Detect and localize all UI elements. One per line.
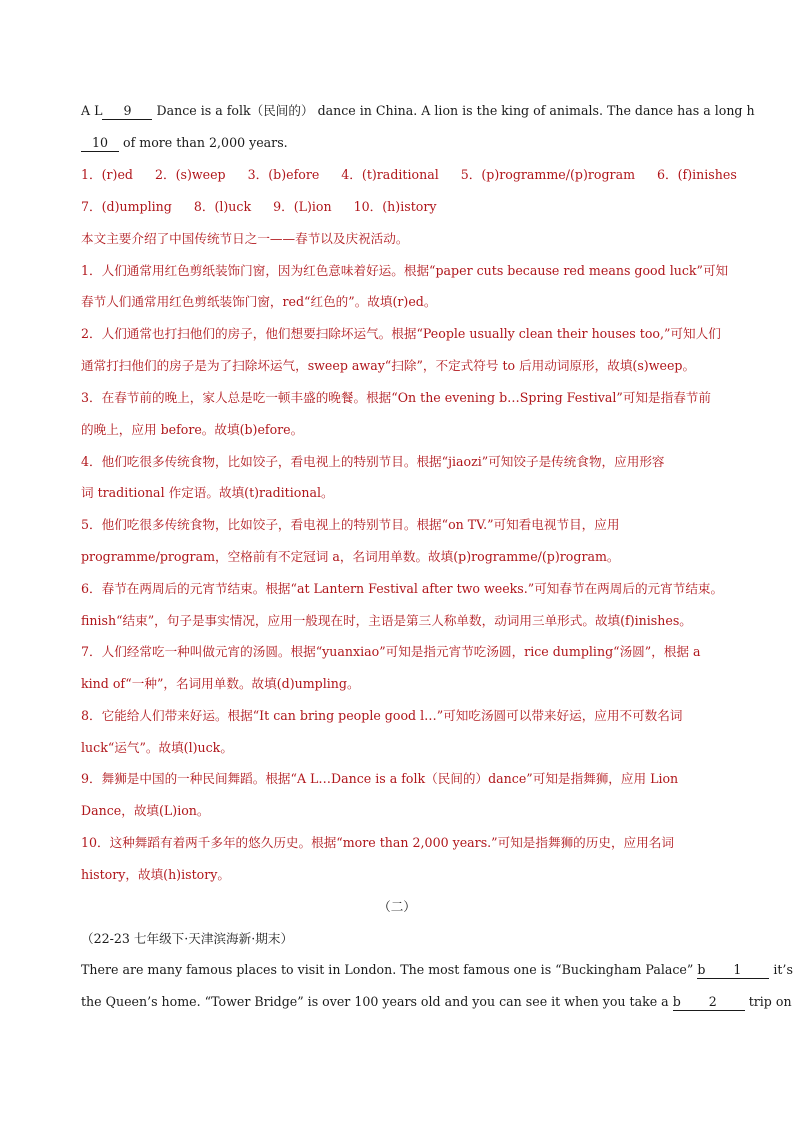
- answer-blank-10: 10: [81, 135, 119, 152]
- explanation-10-line-1: 10．这种舞蹈有着两千多年的悠久历史。根据“more than 2,000 years.”可知是指舞狮的历史，应用名词: [81, 835, 674, 850]
- passage1-line2: 10 of more than 2,000 years.: [81, 133, 731, 153]
- answer-blank-9: 9: [102, 103, 152, 120]
- explanation-1-line-2: 春节人们通常用红色剪纸装饰门窗，red“红色的”。故填(r)ed。: [81, 294, 437, 309]
- passage2-line1: There are many famous places to visit in London. The most famous one is “Buckingham Palace” b 1 it’s: [81, 962, 793, 977]
- section-title: （二）: [378, 899, 416, 914]
- explanation-3-line-2: 的晚上，应用 before。故填(b)efore。: [81, 422, 304, 437]
- answers-row-1: 1．(r)ed 2．(s)weep 3．(b)efore 4．(t)raditional 5．(p)rogramme/(p)rogram 6．(f)inishes: [81, 167, 737, 182]
- blank-2: b 2: [673, 994, 745, 1011]
- explanation-3-line-1: 3．在春节前的晚上，家人总是吃一顿丰盛的晚餐。根据“On the evening b…Spring Festival”可知是指春节前: [81, 390, 711, 405]
- explanation-8-line-1: 8．它能给人们带来好运。根据“It can bring people good l…”可知吃汤圆可以带来好运，应用不可数名词: [81, 708, 683, 723]
- explanation-6-line-1: 6．春节在两周后的元宵节结束。根据“at Lantern Festival after two weeks.”可知春节在两周后的元宵节结束。: [81, 581, 724, 596]
- passage2-line2: the Queen’s home. “Tower Bridge” is over 100 years old and you can see it when you take a b 2 trip on: [81, 994, 792, 1009]
- explanation-5-line-2: programme/program，空格前有不定冠词 a，名词用单数。故填(p)rogramme/(p)rogram。: [81, 549, 620, 564]
- explanation-9-line-1: 9．舞狮是中国的一种民间舞蹈。根据“A L…Dance is a folk（民间的）dance”可知是指舞狮，应用 Lion: [81, 771, 679, 786]
- explanation-4-line-1: 4．他们吃很多传统食物，比如饺子，看电视上的特别节目。根据“jiaozi”可知饺子是传统食物，应用形容: [81, 454, 665, 469]
- blank-1: b 1: [697, 962, 769, 979]
- explanation-2-line-2: 通常打扫他们的房子是为了扫除坏运气，sweep away“扫除”，不定式符号 to 后用动词原形，故填(s)weep。: [81, 358, 696, 373]
- explanation-2-line-1: 2．人们通常也打扫他们的房子，他们想要扫除坏运气。根据“People usually clean their houses too,”可知人们: [81, 326, 721, 341]
- explanation-7-line-2: kind of“一种”，名词用单数。故填(d)umpling。: [81, 676, 360, 691]
- explanation-4-line-2: 词 traditional 作定语。故填(t)raditional。: [81, 485, 334, 500]
- summary-text: 本文主要介绍了中国传统节日之一——春节以及庆祝活动。: [81, 231, 409, 246]
- explanation-7-line-1: 7．人们经常吃一种叫做元宵的汤圆。根据“yuanxiao”可知是指元宵节吃汤圆，rice dumpling“汤圆”，根据 a: [81, 644, 701, 659]
- explanation-10-line-2: history，故填(h)istory。: [81, 867, 230, 882]
- source-line: （22-23 七年级下·天津滨海新·期末）: [81, 931, 294, 946]
- explanation-9-line-2: Dance，故填(L)ion。: [81, 803, 210, 818]
- explanation-8-line-2: luck“运气”。故填(l)uck。: [81, 740, 233, 755]
- passage1-line1: A L 9 Dance is a folk（民间的） dance in China. A lion is the king of animals. The dance has a long h: [81, 103, 755, 118]
- answers-row-2: 7．(d)umpling 8．(l)uck 9．(L)ion 10．(h)istory: [81, 199, 437, 214]
- explanation-5-line-1: 5．他们吃很多传统食物，比如饺子，看电视上的特别节目。根据“on TV.”可知看电视节目，应用: [81, 517, 620, 532]
- explanation-1-line-1: 1．人们通常用红色剪纸装饰门窗，因为红色意味着好运。根据“paper cuts because red means good luck”可知: [81, 263, 729, 278]
- explanation-6-line-2: finish“结束”，句子是事实情况，应用一般现在时，主语是第三人称单数，动词用三单形式。故填(f)inishes。: [81, 613, 692, 628]
